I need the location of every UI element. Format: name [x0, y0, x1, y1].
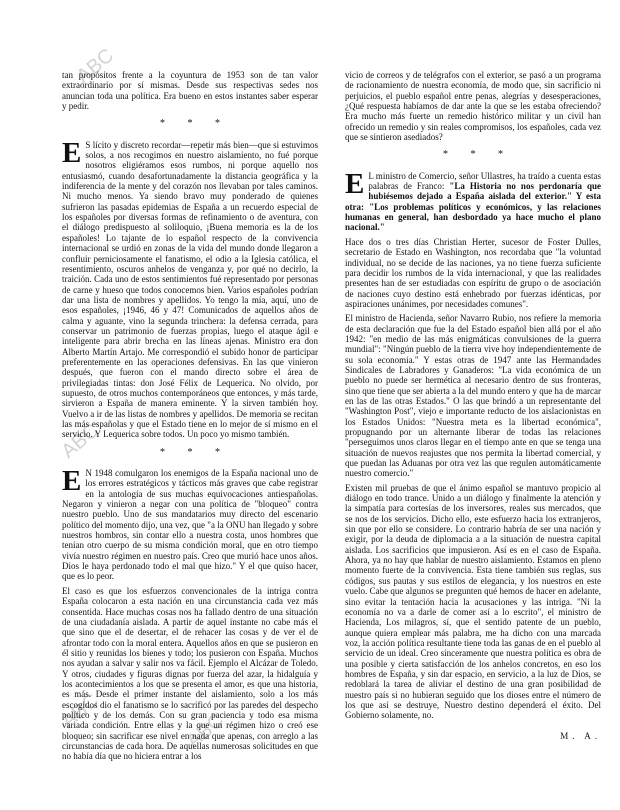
section-separator: * * * — [443, 149, 513, 161]
section-separator: * * * — [160, 118, 230, 130]
paragraph-text: N 1948 comulgaron los enemigos de la España nacional uno de los errores estratégicos y tácticos más graves que cabe registrar en la antología de sus muchas equivocaciones antiespañolas. Negaron y vinieron a negar con una política de "bloqueo" contra nuestro pueblo. Uno de sus mandatarios muy directo del escenario político del momento dijo, una vez, que "a la ONU han llegado y sobre nuestros hombros, sin contar ello a nuestra costa, unos hombres que tenían otro cuerpo de su misma condición moral, que en otro tiempo vivía nuestro régimen en nuestro país. Creo que murió hace unos años. Dios le haya perdonado todo el mal que hizo." Y el que quiso hacer, que es lo peor. — [62, 468, 318, 582]
paragraph: Hace dos o tres días Christian Herter, sucesor de Foster Dulles, secretario de Estado en Washington, nos recordaba que "la voluntad individual, no se decide de las naciones, ya no tiene fuerza suficiente para decidir los rumbos de la vida internacional, y que las realidades presentes han de ser estudiadas con espíritu de grupo o de asociación de naciones cuyo destino está enhebrado por fuerzas idénticas, por aspiraciones unánimes, por necesidades comunes". — [345, 236, 601, 309]
right-column — [345, 70, 601, 741]
signature: M. A. — [560, 730, 601, 741]
paragraph: vicio de correos y de telégrafos con el exterior, se pasó a un programa de racionamiento de nuestra economía, de modo que, sin sacrificio ni perjuicios, el pueblo español entre penas, alegrías y desesperaciones, ¿Qué respuesta habíamos de dar ante la que se les estaba ofreciendo? Era mucho más fuerte un remedio histórico militar y un civil han ofrecido un remedio y sin reales compromisos, los españoles, cada vez que se sintieron asediados? — [345, 70, 601, 143]
watermark: ABC — [72, 44, 119, 88]
drop-cap: E — [345, 167, 365, 200]
paragraph: El caso es que los esfuerzos convencionales de la intriga contra España colocaron a esta nación en una circunstancia cada vez más consentida. Hace muchas cosas nos ha fallado dentro de una situación de una ciudadanía aislada. A partir de aquel instante no cabe más el que sino que el de desertar, el de rehacer las cosas y de ver el de afrontar todo con la moral entera. Aquellos años en que se pusieron en él sitio y reunidas los bienes y todo; los pusieron con España. Muchos nos ayudan a salvar y salir nos va fácil. Ejemplo el Alcázar de Toledo. Y otros, ciudades y figuras dignas por fuerza del azar, la hidalguía y los acontecimientos a los que se presenta el amor, es que una historia, es más. Desde el primer instante del aislamiento, solo a los más escogidos dio el fanatismo se lo sacrificó por las paredes del despecho político y de los demás. Con su gran paciencia y todo esa misma variada condición. Entre ellas y la que un régimen hizo o creó ese bloqueo; sin sacrificar ese nivel en nada que apenas, con arreglo a las circunstancias de cada hora. De aquellas numerosas solicitudes en que no había día que no hiciera entrar a los — [62, 585, 318, 762]
paragraph-text: S lícito y discreto recordar—repetir más bien—que si estuvimos solos, a nos recogimos en nuestro aislamiento, no fué porque nosotros eligiéramos esos rumbos, ni porque aquello nos entusiasmó, cuando desafortunadamente la distancia geográfica y la indiferencia de la mente y del corazón nos llevaban por tales caminos. Ni mucho menos. Ya siendo bravo muy ponderado de quienes sufrieron las pasadas epidemias de España a un recuerdo especial de los españoles por diversas formas de refinamiento o de aventura, con el diálogo predispuesto al soliloquio, ¡Buena memoria es la de los españoles! Lo tajante de lo español respecto de la convivencia internacional se urdió en zonas de la vida del mundo donde llegaron a confluir perniciosamente el fanatismo, el odio a la Iglesia católica, el resentimiento, oscuros anhelos de venganza y, por qué no decirlo, la traición. Cada uno de estos sentimientos fué representado por personas de carne y hueso que todos conocemos bien. Varios españoles podrían dar una lista de nombres y apellidos. Yo tengo la mía, aquí, uno de esos españoles, ¡1946, 46 y 47! Comunicados de aquellos años de calma y aguante, vino la segunda trinchera: la defensa cerrada, para conservar un patrimonio de fuerzas propias, luego el ataque ágil e inteligente para abrir brecha en las líneas ajenas. Ministro era don Alberto Martín Artajo. Me correspondió el subido honor de participar preferentemente en las operaciones defensivas. En las que vinieron después, que fueron con el mando directo sobre el área de privilegiadas tintas: don José Félix de Lequerica. No olvido, por supuesto, de otros muchos contemporáneos que entonces, y más tarde, sirvieron a España de manera eminente. Y la sirven también hoy. Vuelvo a ir de las listas de nombres y apellidos. De memoria se recitan las más españolas y que el Estado tiene en lo mejor de sí mismo en el servicio. Y Lequerica sobre todos. Un poco yo mismo también. — [62, 139, 318, 440]
paragraph — [345, 167, 601, 233]
section-separator: * * * — [160, 446, 230, 458]
paragraph — [62, 136, 318, 440]
left-column — [62, 70, 318, 766]
watermark: ABC — [57, 689, 104, 733]
watermark: ABC — [182, 709, 229, 753]
paragraph: Existen mil pruebas de que el ánimo español se mantuvo propicio al diálogo en todo trance. Unido a un diálogo y finalmente la atención y la simpatía para cortesías de los inversores, reales sus mercados, que se nos de los servicios. Dicho ello, este esfuerzo hacia los extranjeros, sin que por ello se considere. Lo contrario habría de ser una nación y exigir, por la deuda de diplomacia a a la situación de nuestra capital aislada. Los sacrificios que impusieron. Así es en el caso de España. Ahora, ya no hay que hablar de nuestro aislamiento. Estamos en pleno momento fuerte de la convivencia. Esta tiene también sus reglas, sus códigos, sus pautas y sus estilos de elegancia, y los nuestros en este vuelo. Cabe que algunos se pregunten qué hemos de hacer en adelante, sino evitar la tentación hacia la acusaciones y las intriga. "Ni la economía no va a darle de comer así a lo escrito", el ministro de Hacienda, Los milagros, sí, que el sentido patente de un pueblo, aunque quiera emplear más palabra, me ha dicho con una marcada voz, la acción política resultante tiene toda las ganas de en el pueblo al servicio de un ideal. Creo sinceramente que nuestra política es obra de una posible y cierta satisfacción de los anhelos concretos, en eso los hombres de España, y sin dar espacio, en servicio, a la luz de Dios, se redoblará la tarea de aliviar el destino de una gran posibilidad de nuestro país si no hubieran seguido que los dioses entre el número de los que así se destruye, Nuestro destino dependerá el éxito. Del Gobierno solamente, no. — [345, 482, 601, 721]
quote: "La Historia no nos perdonaría que hubiésemos dejado a España aislada del exterior." Y esta otra: "Los problemas políticos y económicos, y las relaciones humanas en general, han desbordado ya hace mucho el plano nacional." — [345, 181, 601, 233]
paragraph: tan propósitos frente a la coyuntura de 1953 son de tan valor extraordinario por sí mismas. Desde sus respectivas sedes nos anuncian toda una política. Era bueno en estos instantes saber esperar y pedir. — [62, 70, 318, 112]
paragraph — [62, 465, 318, 582]
drop-cap: E — [62, 465, 82, 498]
paragraph: El ministro de Hacienda, señor Navarro Rubio, nos refiere la memoria de esta declaración que fue la del Estado español bien allá por el año 1942: "en medio de las más enigmáticas convulsiones de la guerra mundial": "Ningún pueblo de la tierra vive hoy independientemente de su sola economía." Y estas otras de 1947 ante las Hermandades Sindicales de Labradores y Ganaderos: "La vida económica de un pueblo no puede ser hermética al necesario dentro de sus fronteras, sino que tiene que ser abierta a la del mundo entero y que ha de marcar en las de las otras Estados." O las que brindó a un representante del "Washington Post", viejo e importante reducto de los aislacionistas en los Estados Unidos: "Nuestra meta es la libertad económica", propugnando por un alternante liberar de todas las relaciones "perseguimos unos claros llegar en el tiempo ante en que se tenga una situación de nuevos reajustes que nos permita la libertad comercial, y que puedan las Aduanas por otra vez las que regulen automáticamente nuestro comercio." — [345, 313, 601, 479]
paragraph-lead: L ministro de Comercio, señor Ullastres, ha traído a cuenta estas palabras de Franco: — [368, 170, 601, 192]
drop-cap: E — [62, 136, 82, 169]
watermark: ABC — [57, 419, 104, 463]
